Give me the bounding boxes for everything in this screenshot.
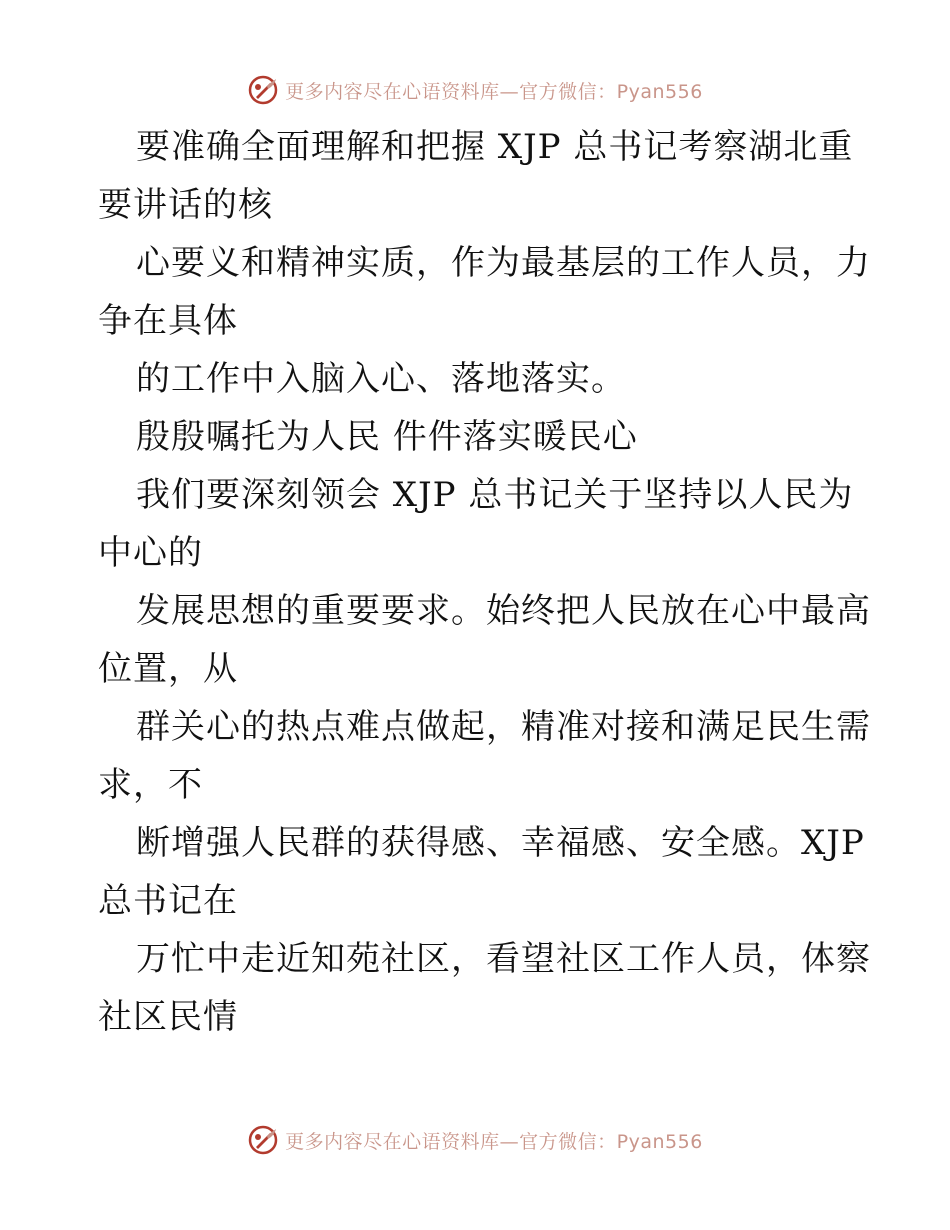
- section-heading: 殷殷嘱托为人民 件件落实暖民心: [136, 417, 638, 457]
- text-line: 断增强人民群的获得感、幸福感、安全感。XJP: [136, 823, 865, 863]
- watermark-text: 更多内容尽在心语资料库—官方微信：Pyan556: [285, 80, 703, 103]
- red-quill-seal-icon: [247, 74, 279, 106]
- text-line: 发展思想的重要要求。始终把人民放在心中最高: [136, 591, 871, 631]
- text-line: 群关心的热点难点做起，精准对接和满足民生需: [136, 707, 871, 747]
- text-line: 要准确全面理解和把握 XJP 总书记考察湖北重: [136, 127, 854, 167]
- text-line: 位置，从: [98, 649, 238, 689]
- text-line: 总书记在: [98, 881, 238, 921]
- text-line: 万忙中走近知苑社区，看望社区工作人员，体察: [136, 939, 871, 979]
- text-line: 的工作中入脑入心、落地落实。: [136, 359, 626, 399]
- text-line: 心要义和精神实质，作为最基层的工作人员，力: [136, 243, 871, 283]
- text-line: 求，不: [98, 765, 203, 805]
- footer-watermark: [0, 1120, 950, 1160]
- text-line: 社区民情: [98, 997, 238, 1037]
- text-line: 中心的: [98, 533, 203, 573]
- text-line: 争在具体: [98, 301, 238, 341]
- text-line: 要讲话的核: [98, 185, 273, 225]
- text-line: 我们要深刻领会 XJP 总书记关于坚持以人民为: [136, 475, 854, 515]
- watermark-text: 更多内容尽在心语资料库—官方微信：Pyan556: [285, 1130, 703, 1153]
- header-watermark: [0, 70, 950, 110]
- red-quill-seal-icon: [247, 1124, 279, 1156]
- document-body: [98, 118, 871, 1046]
